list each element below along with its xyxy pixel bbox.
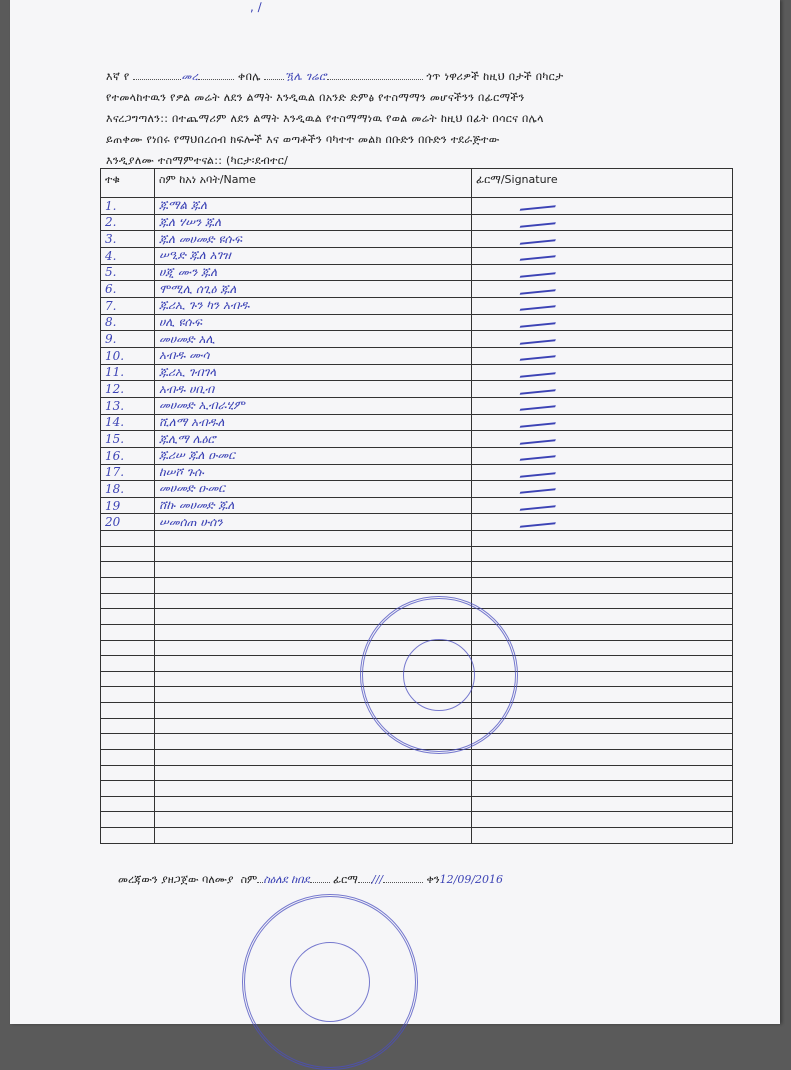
document-page (10, 0, 780, 1024)
row-signature (472, 514, 733, 531)
row-number: 13. (101, 397, 155, 414)
table-row (101, 231, 733, 248)
row-name: ጁሪኢ ጉን ካን አብዱ (155, 297, 472, 314)
intro-line-5: እንዲያለሙ ተስማምተናል:: (ካርታ፡ደብተር/ (106, 154, 289, 167)
table-row-empty (101, 765, 733, 781)
handwritten-signature (520, 199, 559, 212)
handwritten-signature (520, 398, 559, 411)
handwritten-signature (520, 465, 559, 478)
handwritten-signature (520, 332, 559, 345)
handwritten-signature (520, 299, 559, 312)
row-number: 5. (101, 264, 155, 281)
row-name: አብዱ ሙሳ (155, 347, 472, 364)
table-row-empty (101, 531, 733, 547)
official-stamp-center (360, 596, 518, 754)
table-row (101, 497, 733, 514)
table-row (101, 247, 733, 264)
row-signature (472, 231, 733, 248)
row-number: 1. (101, 198, 155, 215)
row-signature (472, 214, 733, 231)
table-row (101, 514, 733, 531)
row-signature (472, 381, 733, 398)
row-number: 7. (101, 297, 155, 314)
row-signature (472, 297, 733, 314)
table-row (101, 198, 733, 215)
row-name: መሀመድ ዑመር (155, 481, 472, 498)
column-name-header: ስም ከአነ አባት/Name (155, 169, 472, 198)
row-name: ጁሊማ ሌዕሮ (155, 431, 472, 448)
intro-line-3: እናረጋግጣለን:: በተጨማሪም ለደን ልማት እንዲዉል የተስማማነዉ የወል መሬት ከዚህ በፊት በሳርና በሌላ (106, 112, 544, 125)
row-name: ሀጂ ሙን ጁለ (155, 264, 472, 281)
stamp-emblem (403, 639, 475, 711)
table-row-empty (101, 562, 733, 578)
handwritten-signature (520, 415, 559, 428)
row-number: 20 (101, 514, 155, 531)
row-name: ጁማል ጁለ (155, 198, 472, 215)
handwritten-signature (520, 498, 559, 511)
handwritten-kebele: መረ (181, 70, 199, 83)
table-header-row (101, 169, 733, 198)
handwritten-signature (520, 365, 559, 378)
row-signature (472, 347, 733, 364)
row-signature (472, 431, 733, 448)
row-number: 17. (101, 464, 155, 481)
row-number: 3. (101, 231, 155, 248)
row-signature (472, 314, 733, 331)
footer-handwritten-name: ስዕለደ ከበደ (263, 873, 310, 886)
row-name: አብዱ ሀቢብ (155, 381, 472, 398)
handwritten-signature (520, 249, 559, 262)
handwritten-got: ዃሌ ገሬሮ (284, 70, 327, 83)
row-signature (472, 364, 733, 381)
handwritten-signature (520, 282, 559, 295)
table-row (101, 447, 733, 464)
table-row (101, 297, 733, 314)
table-row (101, 331, 733, 348)
row-name: መሀመድ አሊ (155, 331, 472, 348)
column-signature-header: ፊርማ/Signature (472, 169, 733, 198)
handwritten-signature (520, 348, 559, 361)
handwritten-signature (520, 265, 559, 278)
handwritten-signature (520, 315, 559, 328)
handwritten-signature (520, 448, 559, 461)
table-row-empty (101, 812, 733, 828)
table-row-empty (101, 546, 733, 562)
row-name: ጁሪኢ ገብገላ (155, 364, 472, 381)
row-signature (472, 481, 733, 498)
row-number: 8. (101, 314, 155, 331)
row-name: ሠዒድ ጁለ አገዝ (155, 247, 472, 264)
row-number: 10. (101, 347, 155, 364)
row-number: 12. (101, 381, 155, 398)
row-number: 11. (101, 364, 155, 381)
table-row (101, 481, 733, 498)
table-row-empty (101, 796, 733, 812)
row-name: ሞሚሊ ሰጊዕ ጁለ (155, 281, 472, 298)
row-signature (472, 447, 733, 464)
table-row (101, 431, 733, 448)
footer-date: 12/09/2016 (439, 873, 504, 886)
handwritten-signature (520, 382, 559, 395)
row-signature (472, 264, 733, 281)
table-row (101, 397, 733, 414)
table-row (101, 281, 733, 298)
row-signature (472, 281, 733, 298)
row-signature (472, 497, 733, 514)
table-row (101, 264, 733, 281)
row-signature (472, 198, 733, 215)
row-number: 16. (101, 447, 155, 464)
row-name: ከሠሾ ጉሱ (155, 464, 472, 481)
row-number: 6. (101, 281, 155, 298)
row-number: 15. (101, 431, 155, 448)
row-signature (472, 247, 733, 264)
stamp-emblem-bottom (290, 942, 370, 1022)
table-row-empty (101, 578, 733, 594)
intro-paragraph (106, 66, 726, 171)
table-row (101, 314, 733, 331)
row-name: ጁለ መሀመድ ዩሱፍ (155, 231, 472, 248)
handwritten-signature (520, 432, 559, 445)
table-row (101, 381, 733, 398)
table-row (101, 414, 733, 431)
handwritten-signature (520, 515, 559, 528)
handwritten-signature (520, 482, 559, 495)
row-signature (472, 397, 733, 414)
table-row (101, 464, 733, 481)
table-row (101, 347, 733, 364)
row-number: 14. (101, 414, 155, 431)
row-number: 18. (101, 481, 155, 498)
table-row (101, 214, 733, 231)
row-name: ሠመሰጠ ሁሰን (155, 514, 472, 531)
row-number: 2. (101, 214, 155, 231)
row-number: 4. (101, 247, 155, 264)
top-scribble: , ∕ (250, 0, 262, 14)
official-stamp-bottom (242, 894, 418, 1070)
intro-line-2: የተመላከተዉን የዎል መሬት ለደን ልማት እንዲዉል በአንድ ድምፅ የተስማማን መሆናችንን በፊርማችን (106, 91, 525, 104)
row-name: ሀሊ ዩሱፍ (155, 314, 472, 331)
intro-line-4: ይጠቀሙ የነበሩ የማህበረሰብ ክፍሎች እና ወጣቶችን ባካተተ መልክ በቡድን በቡድን ተደራጅተው (106, 133, 500, 146)
table-row (101, 364, 733, 381)
table-row-empty (101, 828, 733, 844)
row-name: ጁለ ሃሠን ጁለ (155, 214, 472, 231)
row-name: መሀመድ ኢብራሂም (155, 397, 472, 414)
row-name: ሺለማ አብዱለ (155, 414, 472, 431)
handwritten-signature (520, 232, 559, 245)
table-row-empty (101, 749, 733, 765)
footer-signature: ∕∕∕ (371, 873, 383, 886)
footer-prepared-by: መረጃውን ያዘጋጀው ባለሙያ ስም ስዕለደ ከበደ ፊርማ ∕∕∕ ቀን12/09/2016 (118, 873, 504, 886)
row-number: 19 (101, 497, 155, 514)
handwritten-signature (520, 215, 559, 228)
row-number: 9. (101, 331, 155, 348)
row-name: ሸኩ መሀመድ ጁለ (155, 497, 472, 514)
row-signature (472, 414, 733, 431)
table-row-empty (101, 781, 733, 797)
row-name: ጁሪሠ ጁለ ዑመር (155, 447, 472, 464)
row-signature (472, 331, 733, 348)
intro-line-1: እኛ የ መረ ቀበሌ ዃሌ ገሬሮ ጎጥ ነዋሪዎች ከዚህ በታች በካርታ (106, 70, 564, 83)
row-signature (472, 464, 733, 481)
column-number-header: ተቁ (101, 169, 155, 198)
